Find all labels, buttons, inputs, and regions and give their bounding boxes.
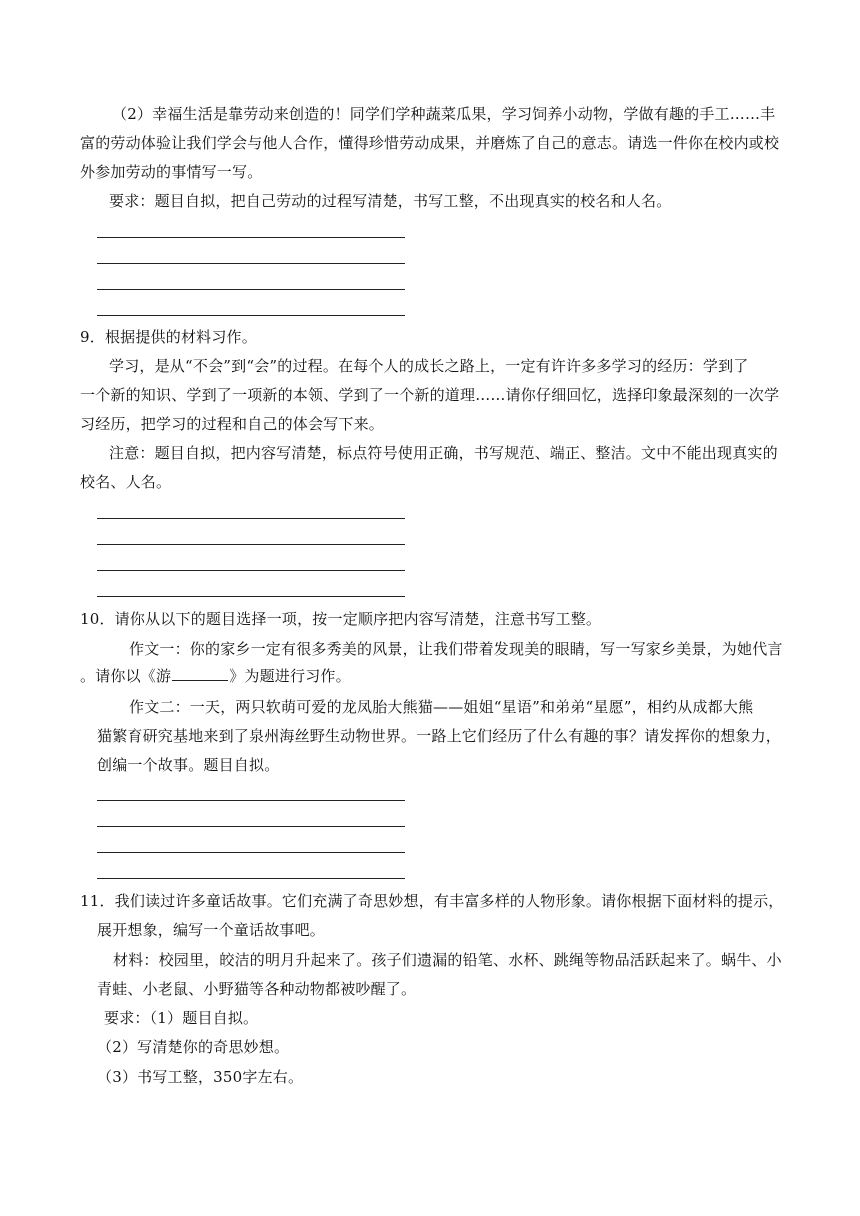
- title-blank: [172, 666, 228, 681]
- q8-part2-line-2: 富的劳动体验让我们学会与他人合作，懂得珍惜劳动成果，并磨炼了自己的意志。请选一件你在校内或校: [80, 134, 780, 152]
- answer-line: [97, 315, 405, 316]
- q10-option1-line-1: 作文一：你的家乡一定有很多秀美的风景，让我们带着发现美的眼睛，写一写家乡美景，为她代言: [129, 640, 783, 658]
- q10-option1-prefix: 。请你以《游: [80, 667, 172, 685]
- answer-line: [97, 800, 405, 801]
- q11-material-line-1: 材料：校园里，皎洁的明月升起来了。孩子们遗漏的铅笔、水杯、跳绳等物品活跃起来了。蜗牛、小: [113, 951, 782, 969]
- q11-requirement-3: （3）书写工整，350字左右。: [97, 1068, 304, 1086]
- q10-title: 10．请你从以下的题目选择一项，按一定顺序把内容写清楚，注意书写工整。: [80, 610, 602, 628]
- q10-option2-line-3: 创编一个故事。题目自拟。: [97, 756, 280, 774]
- answer-line: [97, 263, 405, 264]
- answer-line: [97, 289, 405, 290]
- answer-line: [97, 826, 405, 827]
- q8-part2-line-1: （2）幸福生活是靠劳动来创造的！同学们学种蔬菜瓜果，学习饲养小动物，学做有趣的手工……丰: [112, 105, 776, 123]
- q11-requirement-1: 要求：（1）题目自拟。: [104, 1009, 259, 1027]
- answer-line: [97, 852, 405, 853]
- q8-part2-line-3: 外参加劳动的事情写一写。: [80, 163, 263, 181]
- answer-line: [97, 878, 405, 879]
- q9-note-line-2: 校名、人名。: [80, 473, 172, 491]
- q11-title-line-1: 11．我们读过许多童话故事。它们充满了奇思妙想，有丰富多样的人物形象。请你根据下面材料的提示，: [80, 892, 784, 910]
- q11-title-line-2: 展开想象，编写一个童话故事吧。: [97, 921, 326, 939]
- q9-note-line-1: 注意：题目自拟，把内容写清楚，标点符号使用正确，书写规范、端正、整洁。文中不能出现真实的: [109, 444, 778, 462]
- q9-material-line-1: 学习，是从“不会”到“会”的过程。在每个人的成长之路上，一定有许许多多学习的经历：学到了: [109, 357, 749, 375]
- q10-option2-line-2: 猫繁育研究基地来到了泉州海丝野生动物世界。一路上它们经历了什么有趣的事？请发挥你的想象力，: [97, 727, 782, 745]
- q9-title: 9．根据提供的材料习作。: [80, 328, 257, 346]
- q9-material-line-3: 习经历，把学习的过程和自己的体会写下来。: [80, 415, 385, 433]
- answer-line: [97, 544, 405, 545]
- answer-line: [97, 237, 405, 238]
- answer-line: [97, 570, 405, 571]
- answer-line: [97, 518, 405, 519]
- q10-option1-suffix: 》为题进行习作。: [229, 667, 351, 685]
- answer-line: [97, 596, 405, 597]
- q8-part2-requirement: 要求：题目自拟，把自己劳动的过程写清楚，书写工整，不出现真实的校名和人名。: [109, 192, 672, 210]
- q10-option1-line-2: [80, 665, 351, 687]
- q11-material-line-2: 青蛙、小老鼠、小野猫等各种动物都被吵醒了。: [97, 980, 417, 998]
- q11-requirement-2: （2）写清楚你的奇思妙想。: [97, 1038, 290, 1056]
- q10-option2-line-1: 作文二：一天，两只软萌可爱的龙凤胎大熊猫——姐姐“星语”和弟弟“星愿”，相约从成都大熊: [129, 698, 754, 716]
- q9-material-line-2: 一个新的知识、学到了一项新的本领、学到了一个新的道理……请你仔细回忆，选择印象最深刻的一次学: [80, 386, 780, 404]
